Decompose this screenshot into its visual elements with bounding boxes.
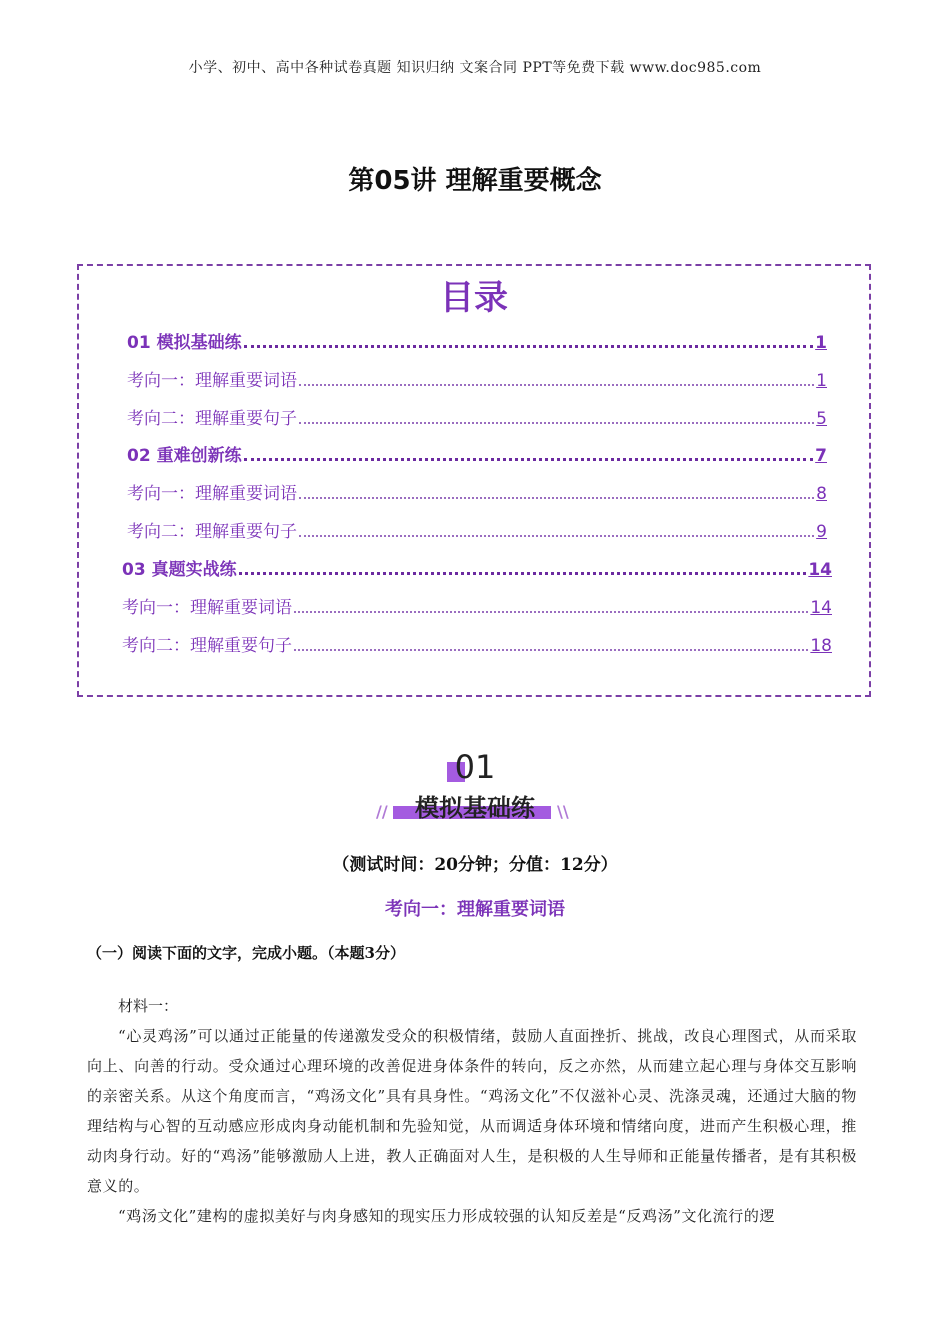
toc-page-link[interactable]: 18	[810, 636, 832, 656]
toc-heading: 目录	[440, 278, 508, 318]
toc-leader-dots	[239, 572, 807, 575]
toc-entry[interactable]	[122, 556, 832, 580]
toc-entry[interactable]	[127, 442, 827, 466]
toc-entry[interactable]	[122, 632, 832, 656]
toc-leader-dots	[244, 345, 814, 348]
toc-entry[interactable]	[127, 405, 827, 429]
toc-entry-label: 02 重难创新练	[127, 446, 242, 466]
toc-entry[interactable]	[127, 367, 827, 391]
paragraph: “鸡汤文化”建构的虚拟美好与肉身感知的现实压力形成较强的认知反差是“反鸡汤”文化流行的逻	[118, 1207, 776, 1225]
toc-leader-dots	[244, 458, 814, 461]
paragraph: “心灵鸡汤”可以通过正能量的传递激发受众的积极情绪，鼓励人直面挫折、挑战，改良心理图式，从而采取向上、向善的行动。受众通过心理环境的改善促进身体条件的转向，反之亦然，从而建立起心理与身体交互影响的亲密关系。从这个角度而言，“鸡汤文化”具有具身性。“鸡汤文化”不仅滋补心灵、洗涤灵魂，还通过大脑的物理结构与心智的互动感应形成肉身动能机制和先验知觉，从而调适身体环境和情绪向度，进而产生积极心理，推动肉身行动。好的“鸡汤”能够激励人上进，教人正确面对人生，是积极的人生导师和正能量传播者，是有其积极意义的。	[87, 1027, 857, 1195]
toc-entry-label: 考向一：理解重要词语	[122, 598, 292, 618]
toc-page-link[interactable]: 1	[815, 333, 827, 353]
section-number: 01	[454, 748, 496, 786]
toc-leader-dots	[299, 422, 814, 424]
toc-page-link[interactable]: 7	[815, 446, 827, 466]
section-title: 模拟基础练	[415, 794, 535, 822]
toc-page-link[interactable]: 1	[816, 371, 827, 391]
question-prompt: （一）阅读下面的文字，完成小题。（本题3分）	[87, 944, 405, 962]
toc-entry-label: 考向二：理解重要句子	[127, 522, 297, 542]
toc-entry[interactable]	[122, 594, 832, 618]
toc-entry-label: 03 真题实战练	[122, 560, 237, 580]
toc-page-link[interactable]: 5	[816, 409, 827, 429]
toc-entry-label: 考向二：理解重要句子	[127, 409, 297, 429]
toc-entry-label: 考向二：理解重要句子	[122, 636, 292, 656]
toc-leader-dots	[299, 535, 814, 537]
page-header: 小学、初中、高中各种试卷真题 知识归纳 文案合同 PPT等免费下载 www.doc985.com	[188, 60, 762, 76]
toc-leader-dots	[294, 649, 808, 651]
toc-leader-dots	[294, 611, 808, 613]
toc-entry[interactable]	[127, 329, 827, 353]
toc-page-link[interactable]: 14	[810, 598, 832, 618]
toc-entry-label: 考向一：理解重要词语	[127, 371, 297, 391]
toc-entry-label: 01 模拟基础练	[127, 333, 242, 353]
toc-page-link[interactable]: 8	[816, 484, 827, 504]
toc-entry[interactable]	[127, 480, 827, 504]
material-label: 材料一：	[118, 997, 179, 1015]
section-subheading: 考向一：理解重要词语	[385, 899, 565, 920]
test-info: （测试时间：20分钟；分值：12分）	[332, 855, 618, 875]
toc-entry-label: 考向一：理解重要词语	[127, 484, 297, 504]
document-title: 第05讲 理解重要概念	[348, 166, 602, 196]
toc-entry[interactable]	[127, 518, 827, 542]
decorative-slash-right: \\	[557, 802, 569, 821]
toc-page-link[interactable]: 9	[816, 522, 827, 542]
toc-leader-dots	[299, 384, 814, 386]
table-of-contents	[77, 264, 871, 697]
toc-page-link[interactable]: 14	[808, 560, 832, 580]
decorative-slash-left: //	[376, 802, 388, 821]
toc-leader-dots	[299, 497, 814, 499]
